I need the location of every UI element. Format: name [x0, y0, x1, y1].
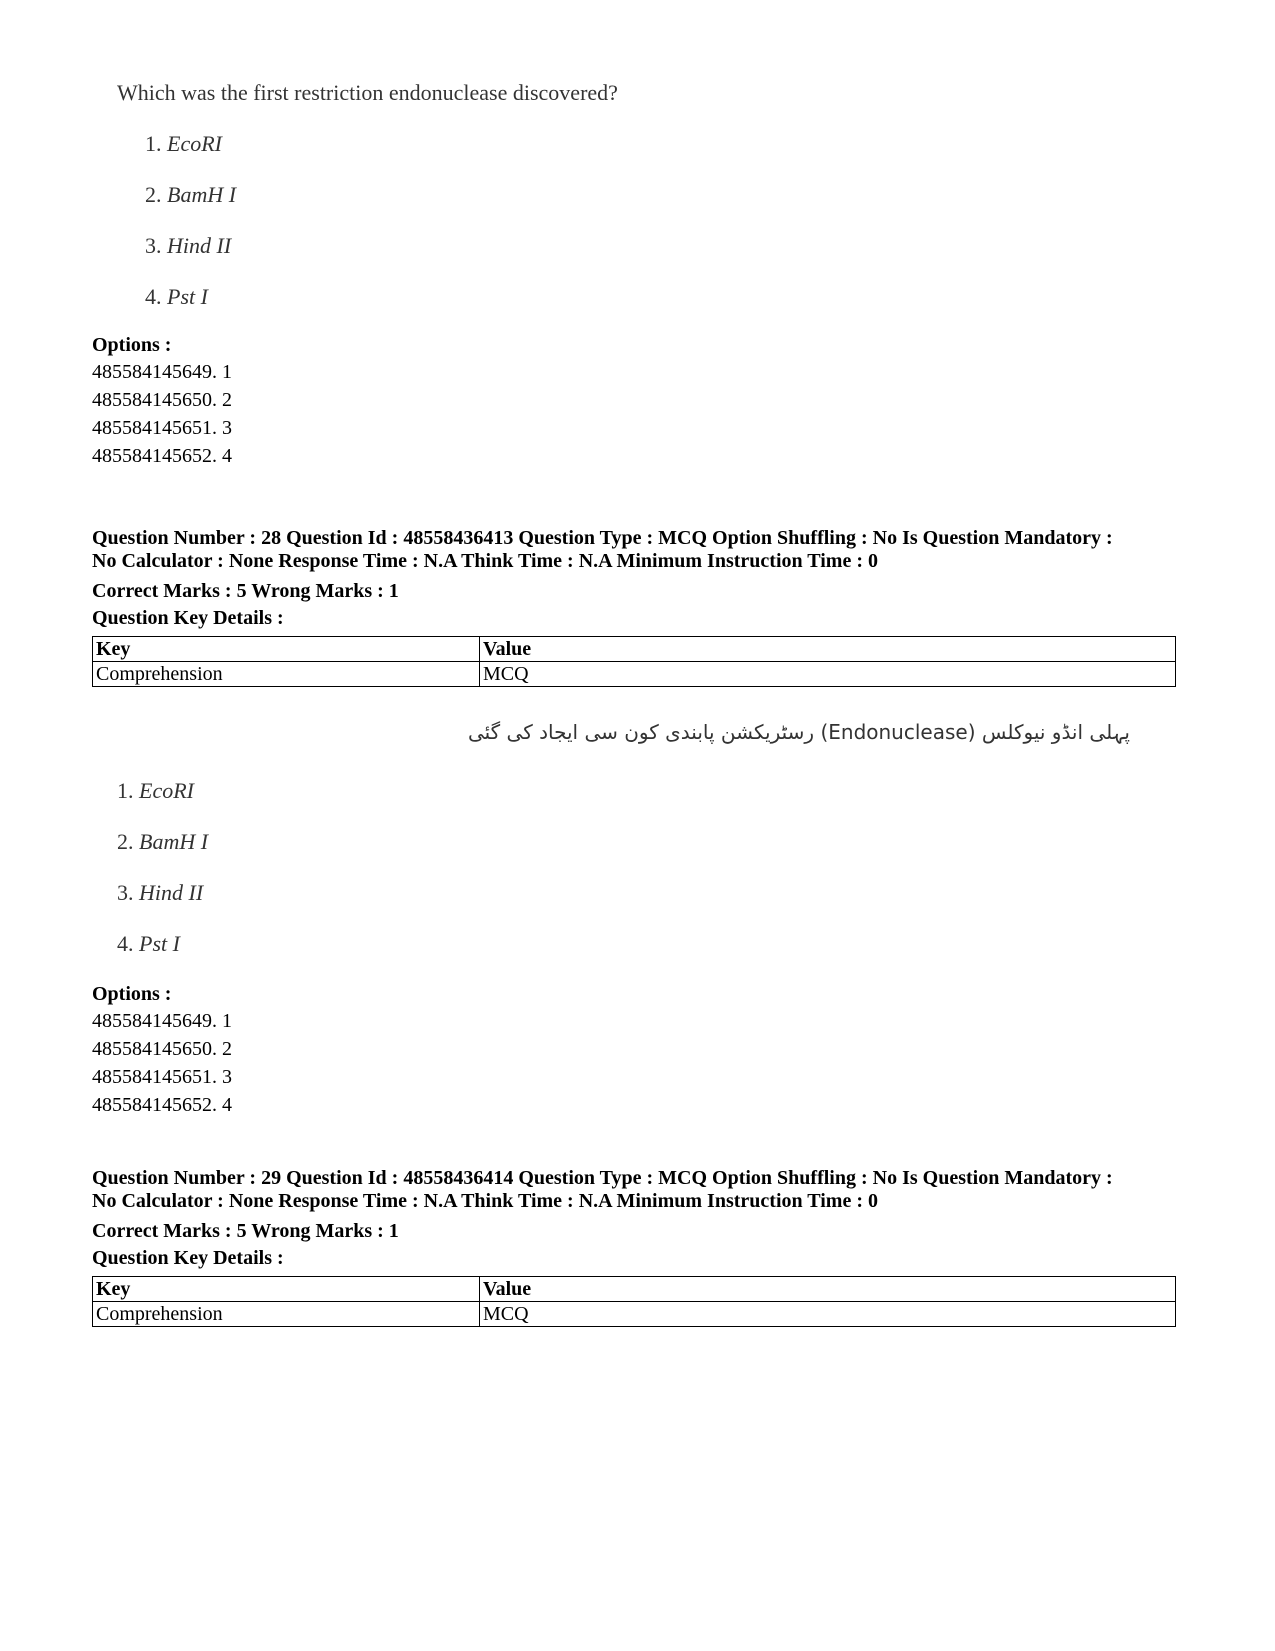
- table-header-cell: Value: [480, 1277, 1176, 1302]
- choice-number: 2.: [145, 182, 162, 207]
- question-text-urdu: پہلی انڈو نیوکلس (Endonuclease) رسٹریکشن پابندی کون سی ایجاد کی گئی: [467, 720, 1130, 744]
- table-cell: MCQ: [480, 662, 1176, 687]
- option-row: 485584145649. 1: [92, 361, 232, 383]
- meta-line: Question Number : 29 Question Id : 48558436414 Question Type : MCQ Option Shuffling : No Is Question Mandatory :: [92, 1167, 1113, 1189]
- choice-item: [117, 880, 203, 906]
- choice-name: EcoRI: [167, 131, 222, 156]
- choice-item: [117, 931, 180, 957]
- choice-item: [117, 829, 208, 855]
- table-header-row: [93, 637, 1176, 662]
- question-meta-28: [92, 527, 1113, 573]
- option-row: 485584145650. 2: [92, 389, 232, 411]
- choice-item: [145, 284, 208, 310]
- option-row: 485584145652. 4: [92, 1094, 232, 1116]
- choice-number: 1.: [117, 778, 134, 803]
- options-label: Options :: [92, 334, 172, 356]
- table-cell: Comprehension: [93, 662, 480, 687]
- table-cell: Comprehension: [93, 1302, 480, 1327]
- choice-item: [145, 182, 236, 208]
- choice-number: 2.: [117, 829, 134, 854]
- choice-name: BamH I: [139, 829, 209, 854]
- table-header-cell: Key: [93, 637, 480, 662]
- options-list: [92, 358, 232, 470]
- marks-line: Correct Marks : 5 Wrong Marks : 1: [92, 580, 399, 602]
- choice-name: EcoRI: [139, 778, 194, 803]
- marks-line: Correct Marks : 5 Wrong Marks : 1: [92, 1220, 399, 1242]
- choice-item: [117, 778, 194, 804]
- key-details-table: [92, 636, 1176, 687]
- choice-item: [145, 233, 231, 259]
- table-row: [93, 1302, 1176, 1327]
- option-row: 485584145650. 2: [92, 1038, 232, 1060]
- table-header-cell: Value: [480, 637, 1176, 662]
- option-row: 485584145652. 4: [92, 445, 232, 467]
- choice-name: Hind II: [139, 880, 204, 905]
- table-cell: MCQ: [480, 1302, 1176, 1327]
- choice-number: 1.: [145, 131, 162, 156]
- key-details-label: Question Key Details :: [92, 1247, 284, 1269]
- choice-name: BamH I: [167, 182, 237, 207]
- choice-name: Pst I: [139, 931, 180, 956]
- meta-line: No Calculator : None Response Time : N.A Think Time : N.A Minimum Instruction Time : 0: [92, 1190, 878, 1212]
- choice-number: 3.: [145, 233, 162, 258]
- question-meta-29: [92, 1167, 1113, 1213]
- options-list: [92, 1007, 232, 1119]
- option-row: 485584145649. 1: [92, 1010, 232, 1032]
- key-details-table: [92, 1276, 1176, 1327]
- table-header-row: [93, 1277, 1176, 1302]
- choice-name: Hind II: [167, 233, 232, 258]
- question-text-english: Which was the first restriction endonuclease discovered?: [117, 80, 618, 105]
- choice-number: 3.: [117, 880, 134, 905]
- meta-line: Question Number : 28 Question Id : 48558436413 Question Type : MCQ Option Shuffling : No Is Question Mandatory :: [92, 527, 1113, 549]
- choice-number: 4.: [145, 284, 162, 309]
- table-header-cell: Key: [93, 1277, 480, 1302]
- meta-line: No Calculator : None Response Time : N.A Think Time : N.A Minimum Instruction Time : 0: [92, 550, 878, 572]
- options-label: Options :: [92, 983, 172, 1005]
- table-row: [93, 662, 1176, 687]
- choice-number: 4.: [117, 931, 134, 956]
- choice-name: Pst I: [167, 284, 208, 309]
- option-row: 485584145651. 3: [92, 417, 232, 439]
- option-row: 485584145651. 3: [92, 1066, 232, 1088]
- key-details-label: Question Key Details :: [92, 607, 284, 629]
- choice-item: [145, 131, 222, 157]
